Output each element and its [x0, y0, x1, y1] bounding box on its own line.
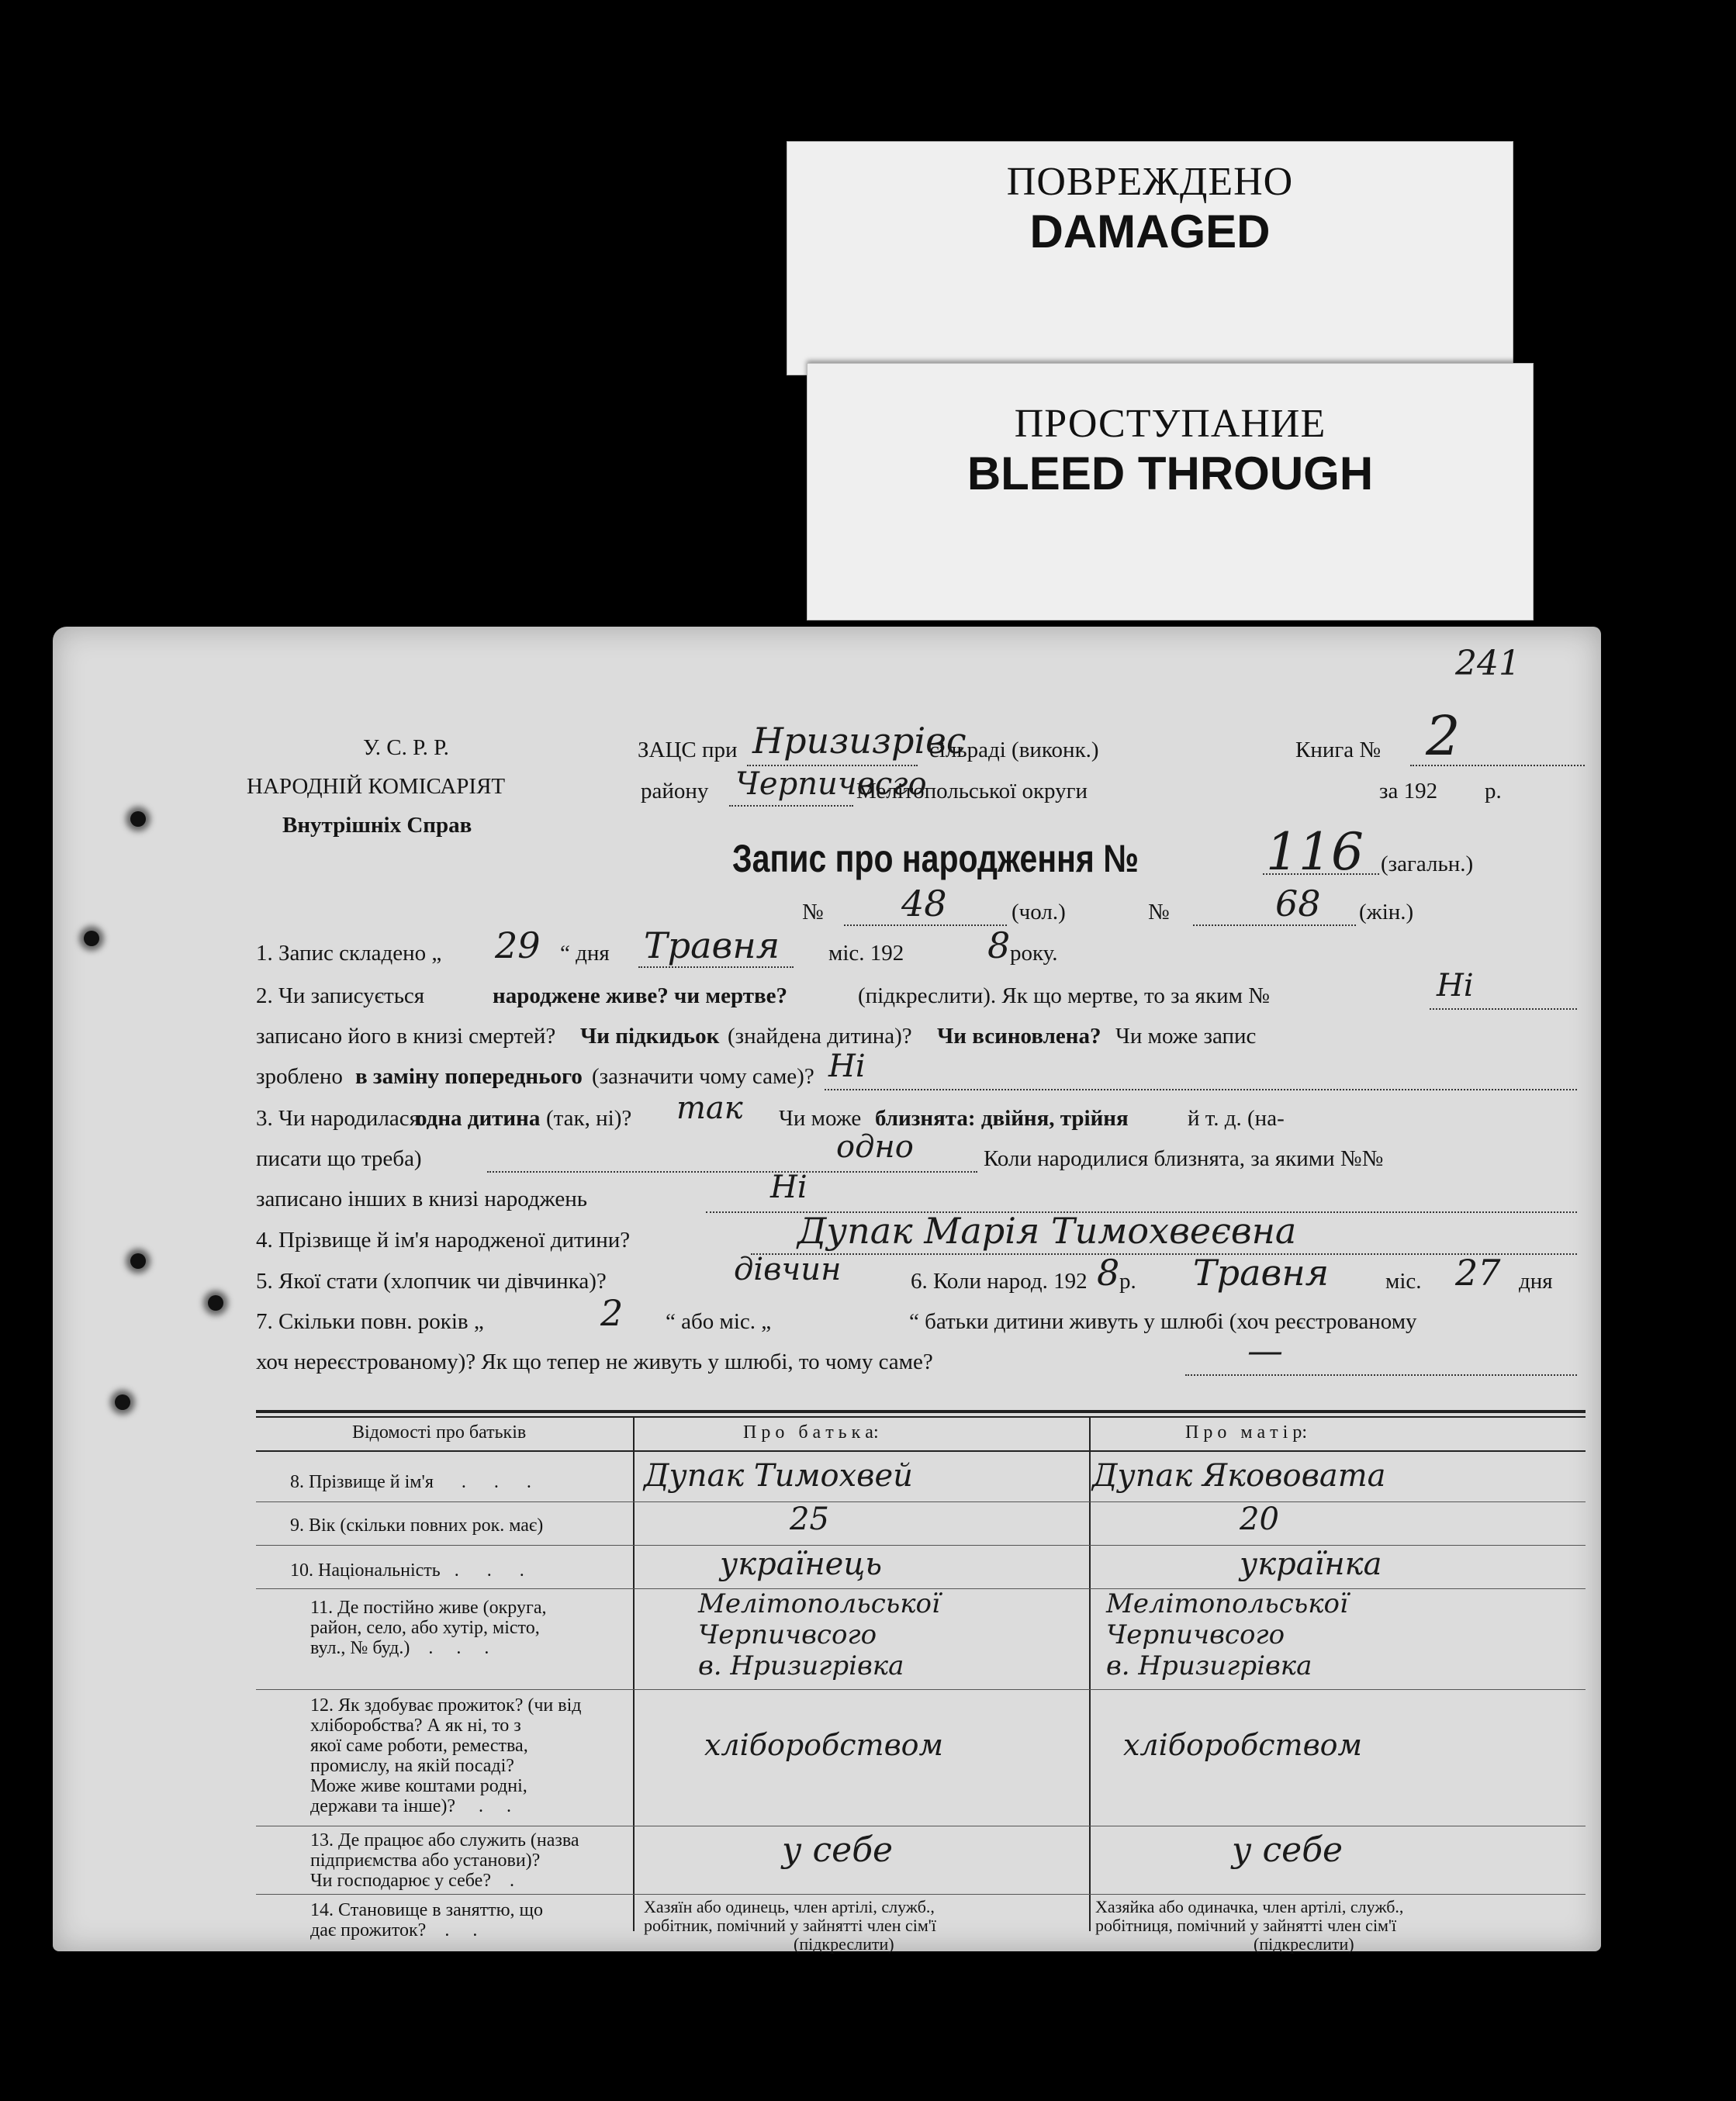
hw-book-number: 2: [1426, 704, 1461, 768]
hw-month: Травня: [644, 924, 780, 966]
q5-label: 5. Якої стати (хлопчик чи дівчинка)?: [256, 1269, 607, 1294]
hw-father-livelihood: хліборобством: [704, 1728, 944, 1762]
fill-line: [487, 1171, 977, 1173]
father-occupation-status-2: робітник, помічний у зайнятті член сім'ї: [644, 1916, 936, 1935]
q2-line2c: (знайдена дитина)?: [728, 1024, 912, 1049]
row-rule: [256, 1894, 1586, 1895]
hw-father-workplace: у себе: [782, 1830, 894, 1870]
hw-mother-age: 20: [1240, 1501, 1279, 1537]
zags-label: ЗАЦС при: [638, 738, 738, 762]
bleed-en: BLEED THROUGH: [967, 447, 1374, 499]
damaged-label: [787, 141, 1513, 375]
raion-label: району: [641, 779, 709, 803]
hw-father-residence-3: в. Нризигрівка: [698, 1650, 904, 1681]
row-label: 12. Як здобуває прожиток? (чи від: [310, 1695, 582, 1716]
hw-birth-year-digit: 8: [1097, 1252, 1120, 1294]
year-r-label: р.: [1485, 779, 1502, 803]
row-label: підприємства або установи)?: [310, 1850, 541, 1871]
hw-replacement: Ні: [828, 1049, 866, 1084]
q4-label: 4. Прізвище й ім'я народженої дитини?: [256, 1228, 631, 1253]
row-label: держави та інше)? . .: [310, 1796, 511, 1816]
hw-mother-residence-2: Черпичвсого: [1106, 1619, 1285, 1650]
fill-line: [638, 966, 794, 968]
q3-line2b: Коли народилися близнята, за якими №№: [984, 1146, 1384, 1171]
hw-other-twins: Ні: [770, 1170, 807, 1205]
row-rule: [256, 1689, 1586, 1690]
hw-male-number: 48: [901, 883, 947, 924]
fill-line: [1185, 1374, 1577, 1376]
hw-married-years: 2: [600, 1292, 624, 1334]
row-label: Чи господарює у себе? .: [310, 1871, 514, 1891]
row-rule: [256, 1501, 1586, 1502]
col-header-info: Відомості про батьків: [352, 1422, 527, 1443]
hw-birth-day: 27: [1455, 1252, 1501, 1294]
col-header-mother: П р о м а т і р:: [1185, 1422, 1307, 1443]
hw-child-name: Дупак Марія Тимохвеєвна: [797, 1210, 1297, 1252]
punch-hole: [130, 811, 146, 827]
q1-year-label: року.: [1010, 941, 1058, 966]
punch-hole: [130, 1253, 146, 1269]
fill-line: [751, 1253, 1577, 1255]
fill-line: [729, 805, 853, 807]
table-top-rule: [256, 1410, 1586, 1413]
hw-mother-name: Дупак Якововата: [1092, 1458, 1386, 1494]
record-title: Запис про народження №: [732, 837, 1139, 880]
row-label: промислу, на якій посаді?: [310, 1756, 514, 1776]
q3-line3a: записано інших в книзі народжень: [256, 1187, 587, 1211]
punch-hole: [84, 931, 99, 946]
q2-line3c: (зазначити чому саме)?: [592, 1064, 814, 1089]
row-label: якої саме роботи, ремества,: [310, 1736, 528, 1756]
hw-father-residence: Мелітопольської: [698, 1588, 940, 1619]
q2-line2e: Чи може запис: [1115, 1024, 1257, 1049]
q2-foundling: Чи підкидьок: [580, 1024, 720, 1049]
row-label: вул., № буд.) . . .: [310, 1638, 489, 1658]
q7-line2: хоч нереєстрованому)? Як що тепер не живуть у шлюбі, то чому саме?: [256, 1349, 933, 1374]
hw-father-nationality: українець: [720, 1546, 883, 1582]
q3-maybe: Чи може: [779, 1106, 862, 1131]
hw-mother-residence-3: в. Нризигрівка: [1106, 1650, 1312, 1681]
hw-female-number: 68: [1275, 883, 1321, 924]
no-label-2: №: [1148, 900, 1170, 924]
hw-birth-month: Травня: [1193, 1252, 1330, 1294]
hw-sex: дівчин: [734, 1252, 842, 1287]
row-label: хліборобства? А як ні, то з: [310, 1716, 521, 1736]
q7-label: 7. Скільки повн. років „: [256, 1309, 484, 1334]
table-col-rule: [633, 1416, 635, 1931]
hw-father-age: 25: [790, 1501, 829, 1537]
row-label: дає прожиток? . .: [310, 1920, 478, 1940]
q3-label: 3. Чи народилася: [256, 1106, 420, 1131]
commissariat-heading: НАРОДНІЙ КОМІСАРІЯТ: [247, 774, 506, 799]
row-label: 14. Становище в заняттю, що: [310, 1900, 544, 1920]
male-label: (чол.): [1012, 900, 1066, 924]
q2-rest: (підкреслити). Як що мертве, то за яким №: [858, 983, 1270, 1008]
year-label: за 192: [1379, 779, 1438, 803]
hw-mother-workplace: у себе: [1232, 1830, 1343, 1870]
hw-raion: Черпичвсго: [735, 766, 927, 802]
row-label: 9. Вік (скільки повних рок. має): [290, 1515, 544, 1536]
department-heading: Внутрішніх Справ: [282, 813, 472, 838]
book-label: Книга №: [1295, 738, 1382, 762]
q6-label: 6. Коли народ. 192: [911, 1269, 1088, 1294]
female-label: (жін.): [1359, 900, 1414, 924]
q3-twins: близнята: двійня, трійня: [875, 1106, 1129, 1131]
bleed-ru: ПРОСТУПАНИЕ: [1014, 402, 1326, 446]
fill-line: [1263, 873, 1379, 875]
q3-etc: й т. д. (на-: [1188, 1106, 1285, 1131]
ussr-heading: У. С. Р. Р.: [363, 735, 449, 760]
hw-record-number: 116: [1266, 822, 1364, 882]
hw-year-digit: 8: [987, 924, 1011, 966]
q3-line2a: писати що треба): [256, 1146, 422, 1171]
row-rule: [256, 1545, 1586, 1546]
q2-line3a: зроблено: [256, 1064, 343, 1089]
q6-r: р.: [1119, 1269, 1136, 1294]
mother-occupation-status-2: робітниця, помічний у зайнятті член сім'ї: [1095, 1916, 1397, 1935]
row-label: 8. Прізвище й ім'я . . .: [290, 1472, 531, 1492]
table-top-rule: [256, 1416, 1586, 1418]
birth-record-document: [53, 627, 1601, 1954]
q6-month: міс.: [1385, 1269, 1422, 1294]
hw-father-name: Дупак Тимохвей: [644, 1458, 913, 1494]
bleed-through-label: [807, 363, 1534, 620]
hw-day: 29: [495, 924, 541, 966]
hw-mother-livelihood: хліборобством: [1123, 1728, 1363, 1762]
father-occupation-status: Хазяїн або одинець, член артілі, служб.,: [644, 1897, 935, 1916]
q1-month-label: міс. 192: [828, 941, 904, 966]
row-label: район, село, або хутір, місто,: [310, 1618, 540, 1638]
row-label: 10. Національність . . .: [290, 1560, 524, 1581]
father-underline-note: (підкреслити): [794, 1934, 894, 1954]
hw-father-residence-2: Черпичвсого: [698, 1619, 877, 1650]
row-label: Може живе коштами родні,: [310, 1776, 527, 1796]
q3-one-child: одна дитина: [416, 1106, 541, 1131]
fill-line: [1410, 765, 1585, 766]
no-label: №: [802, 900, 824, 924]
punch-hole: [115, 1394, 130, 1410]
fill-line: [1430, 1008, 1577, 1010]
hw-mother-residence: Мелітопольської: [1106, 1588, 1348, 1619]
table-col-rule: [1089, 1416, 1091, 1931]
general-label: (загальн.): [1381, 852, 1474, 876]
q1-day-label: “ дня: [560, 941, 610, 966]
mother-occupation-status: Хазяйка або одиначка, член артілі, служб.,: [1095, 1897, 1404, 1916]
q2-label: 2. Чи записується: [256, 983, 425, 1008]
okrug-label: Мелітопольської округи: [856, 779, 1088, 803]
table-header-rule: [256, 1450, 1586, 1452]
col-header-father: П р о б а т ь к а:: [743, 1422, 879, 1443]
hw-village: Нризизрівс: [752, 720, 967, 762]
damaged-en: DAMAGED: [1029, 206, 1271, 257]
q7-rest: “ батьки дитини живуть у шлюбі (хоч реєстрованому: [909, 1309, 1417, 1334]
fill-line: [825, 1089, 1577, 1090]
hw-one: одно: [836, 1129, 914, 1165]
fill-line: [1193, 924, 1356, 926]
mother-underline-note: (підкреслити): [1254, 1934, 1354, 1954]
hw-death-number: Ні: [1437, 968, 1474, 1004]
q2-adopted: Чи всиновлена?: [937, 1024, 1101, 1049]
hw-page-number: 241: [1455, 644, 1520, 683]
q6-day: дня: [1519, 1269, 1553, 1294]
hw-mother-nationality: українка: [1240, 1546, 1382, 1582]
row-label: 11. Де постійно живе (округа,: [310, 1598, 547, 1618]
silrada-label: сільраді (виконк.): [929, 738, 1099, 762]
punch-hole: [208, 1295, 223, 1311]
row-label: 13. Де працює або служить (назва: [310, 1830, 579, 1850]
q3-yes-no: (так, ні)?: [546, 1106, 632, 1131]
fill-line: [844, 924, 1007, 926]
q7-months: “ або міс. „: [666, 1309, 772, 1334]
q2-line2a: записано його в книзі смертей?: [256, 1024, 556, 1049]
damaged-ru: ПОВРЕЖДЕНО: [1006, 160, 1294, 204]
q2-replacement: в заміну попереднього: [355, 1064, 583, 1089]
hw-dash: —: [1247, 1329, 1283, 1371]
q2-alive-dead: народжене живе? чи мертве?: [493, 983, 788, 1008]
q1-label: 1. Запис складено „: [256, 941, 442, 966]
hw-yes: так: [676, 1090, 743, 1126]
